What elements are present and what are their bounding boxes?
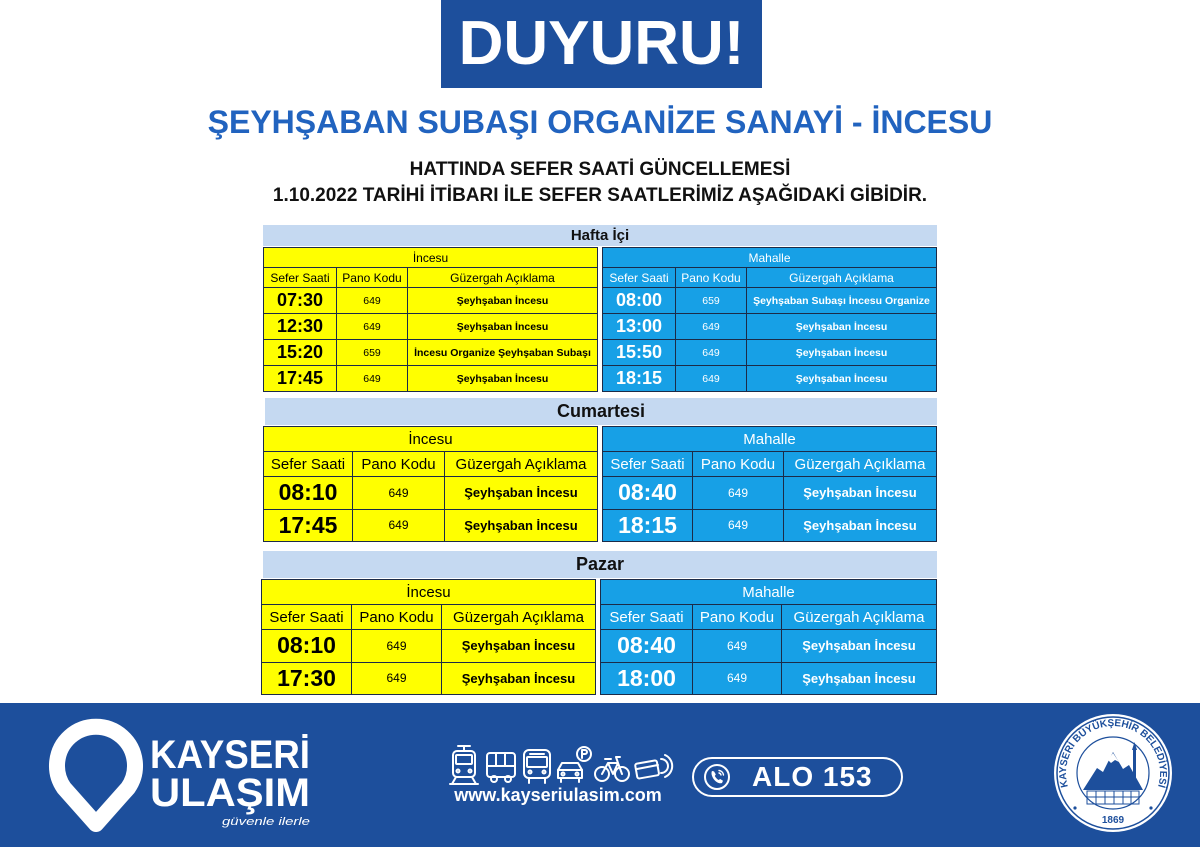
contactless-card-icon (635, 755, 672, 779)
route-description: Şeyhşaban İncesu (782, 663, 937, 696)
tram-icon (450, 746, 478, 784)
table-row (264, 366, 598, 392)
table-header-row (264, 452, 598, 477)
column-header-route-description: Güzergah Açıklama (408, 268, 598, 288)
schedule-table-incesu (261, 579, 596, 695)
table-header-row (603, 268, 937, 288)
table-header-row (603, 452, 937, 477)
seal-year: 1869 (1101, 815, 1125, 826)
board-code: 649 (337, 288, 408, 314)
update-notice: HATTINDA SEFER SAATİ GÜNCELLEMESİ (409, 159, 791, 180)
column-header-board-code: Pano Kodu (676, 268, 747, 288)
table-title-row (264, 248, 598, 268)
footer (0, 703, 1200, 847)
table-title: İncesu (264, 427, 598, 452)
table-row (601, 663, 937, 696)
brand-name-line1: KAYSERİ (150, 733, 310, 777)
table-row (603, 510, 937, 543)
route-description: Şeyhşaban İncesu (408, 288, 598, 314)
bus-icon (487, 753, 515, 782)
table-title-row (603, 248, 937, 268)
table-title: İncesu (264, 248, 598, 268)
column-header-departure-time: Sefer Saati (264, 452, 353, 477)
route-description: İncesu Organize Şeyhşaban Subaşı (408, 340, 598, 366)
table-row (264, 477, 598, 510)
board-code: 649 (353, 510, 445, 543)
departure-time: 08:10 (264, 477, 353, 510)
website-link[interactable]: www.kayseriulasim.com (454, 785, 662, 805)
table-title: Mahalle (601, 580, 937, 605)
departure-time: 15:20 (264, 340, 337, 366)
column-header-route-description: Güzergah Açıklama (445, 452, 598, 477)
board-code: 659 (337, 340, 408, 366)
departure-time: 08:40 (603, 477, 693, 510)
table-title-row (601, 580, 937, 605)
brand-tagline: güvenle ilerle (222, 816, 310, 828)
route-description: Şeyhşaban İncesu (784, 510, 937, 543)
board-code: 649 (676, 314, 747, 340)
parking-car-icon (558, 747, 591, 782)
departure-time: 08:00 (603, 288, 676, 314)
table-title-row (262, 580, 596, 605)
table-header-row (601, 605, 937, 630)
route-description: Şeyhşaban İncesu (442, 630, 596, 663)
schedule-table-mahalle (600, 579, 937, 695)
table-row (264, 340, 598, 366)
board-code: 649 (353, 477, 445, 510)
route-description: Şeyhşaban İncesu (784, 477, 937, 510)
route-description: Şeyhşaban İncesu (445, 510, 598, 543)
effective-date-notice: 1.10.2022 TARİHİ İTİBARI İLE SEFER SAATLERİMİZ AŞAĞIDAKİ GİBİDİR. (272, 185, 928, 206)
route-description: Şeyhşaban İncesu (445, 477, 598, 510)
departure-time: 18:15 (603, 366, 676, 392)
board-code: 649 (337, 314, 408, 340)
board-code: 649 (352, 663, 442, 696)
column-header-board-code: Pano Kodu (693, 452, 784, 477)
table-row (603, 366, 937, 392)
route-description: Şeyhşaban Subaşı İncesu Organize (747, 288, 937, 314)
phone-icon (703, 763, 731, 791)
column-header-route-description: Güzergah Açıklama (747, 268, 937, 288)
table-row (603, 288, 937, 314)
departure-time: 18:00 (601, 663, 693, 696)
hotline-pill (692, 757, 903, 797)
table-row (603, 340, 937, 366)
day-header-sunday: Pazar (263, 551, 937, 578)
table-row (264, 288, 598, 314)
day-header-weekday: Hafta İçi (263, 225, 937, 246)
table-title-row (603, 427, 937, 452)
column-header-departure-time: Sefer Saati (264, 268, 337, 288)
column-header-board-code: Pano Kodu (353, 452, 445, 477)
board-code: 649 (337, 366, 408, 392)
day-header-saturday: Cumartesi (265, 398, 937, 425)
departure-time: 08:40 (601, 630, 693, 663)
bicycle-icon (595, 757, 629, 781)
announcement-badge: DUYURU! (441, 0, 762, 88)
board-code: 649 (676, 366, 747, 392)
schedule-table-mahalle (602, 247, 937, 392)
departure-time: 15:50 (603, 340, 676, 366)
route-description: Şeyhşaban İncesu (747, 314, 937, 340)
departure-time: 07:30 (264, 288, 337, 314)
board-code: 649 (693, 663, 782, 696)
table-row (262, 630, 596, 663)
table-row (603, 314, 937, 340)
route-description: Şeyhşaban İncesu (442, 663, 596, 696)
column-header-departure-time: Sefer Saati (603, 452, 693, 477)
table-row (603, 477, 937, 510)
column-header-board-code: Pano Kodu (693, 605, 782, 630)
bus-front-icon (524, 750, 550, 783)
table-title-row (264, 427, 598, 452)
board-code: 649 (693, 510, 784, 543)
service-icons (446, 744, 676, 786)
schedule-table-incesu (263, 247, 598, 392)
departure-time: 08:10 (262, 630, 352, 663)
column-header-departure-time: Sefer Saati (601, 605, 693, 630)
column-header-board-code: Pano Kodu (352, 605, 442, 630)
table-row (262, 663, 596, 696)
column-header-route-description: Güzergah Açıklama (784, 452, 937, 477)
brand-name-line2: ULAŞIM (150, 771, 310, 815)
departure-time: 17:45 (264, 366, 337, 392)
route-description: Şeyhşaban İncesu (747, 366, 937, 392)
departure-time: 13:00 (603, 314, 676, 340)
hotline-number: ALO 153 (752, 761, 873, 792)
kayseri-ulasim-logo (40, 712, 330, 837)
board-code: 659 (676, 288, 747, 314)
column-header-route-description: Güzergah Açıklama (442, 605, 596, 630)
board-code: 649 (676, 340, 747, 366)
route-description: Şeyhşaban İncesu (408, 314, 598, 340)
table-title: Mahalle (603, 248, 937, 268)
municipality-seal (1053, 712, 1173, 834)
table-row (264, 314, 598, 340)
board-code: 649 (693, 630, 782, 663)
departure-time: 17:45 (264, 510, 353, 543)
route-description: Şeyhşaban İncesu (747, 340, 937, 366)
column-header-departure-time: Sefer Saati (603, 268, 676, 288)
seal-lettering: KAYSERİ BÜYÜKŞEHİR BELEDİYESİ (1057, 717, 1169, 789)
table-row (264, 510, 598, 543)
table-title: İncesu (262, 580, 596, 605)
column-header-route-description: Güzergah Açıklama (782, 605, 937, 630)
table-header-row (262, 605, 596, 630)
schedule-table-incesu (263, 426, 598, 542)
column-header-departure-time: Sefer Saati (262, 605, 352, 630)
schedule-table-mahalle (602, 426, 937, 542)
route-description: Şeyhşaban İncesu (782, 630, 937, 663)
board-code: 649 (693, 477, 784, 510)
table-row (601, 630, 937, 663)
departure-time: 18:15 (603, 510, 693, 543)
departure-time: 17:30 (262, 663, 352, 696)
table-header-row (264, 268, 598, 288)
route-title: ŞEYHŞABAN SUBAŞI ORGANİZE SANAYİ - İNCESU (207, 104, 993, 140)
route-description: Şeyhşaban İncesu (408, 366, 598, 392)
table-title: Mahalle (603, 427, 937, 452)
board-code: 649 (352, 630, 442, 663)
departure-time: 12:30 (264, 314, 337, 340)
location-pin-icon (57, 727, 135, 824)
column-header-board-code: Pano Kodu (337, 268, 408, 288)
